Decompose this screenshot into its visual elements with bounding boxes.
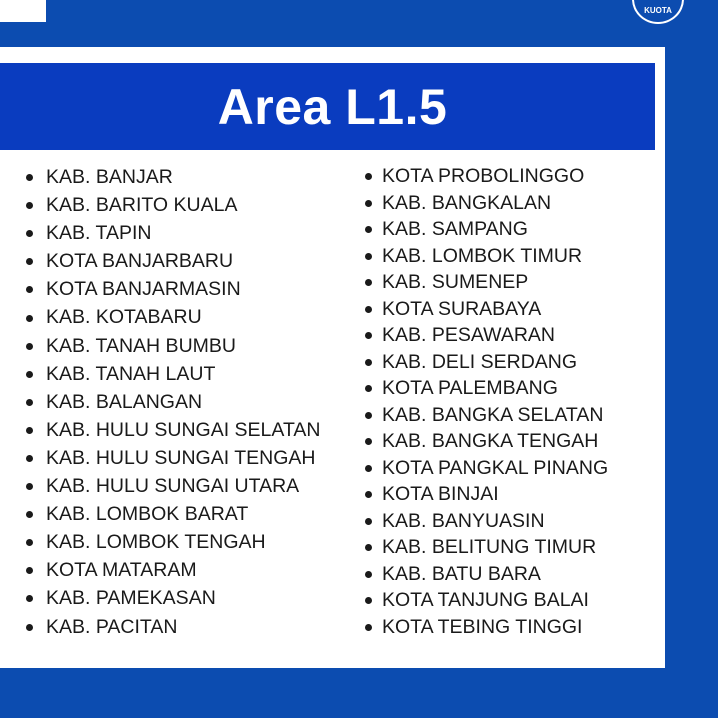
region-item: KOTA SURABAYA (382, 296, 608, 323)
kuota-badge (632, 0, 684, 24)
region-item: KOTA MATARAM (46, 556, 321, 584)
corner-shape (0, 0, 46, 22)
region-item: KAB. LOMBOK TIMUR (382, 243, 608, 270)
region-item: KAB. BATU BARA (382, 561, 608, 588)
region-item: KAB. TAPIN (46, 219, 321, 247)
region-item: KAB. PAMEKASAN (46, 584, 321, 612)
region-item: KOTA PROBOLINGGO (382, 163, 608, 190)
region-item: KAB. BANYUASIN (382, 508, 608, 535)
region-item: KAB. PESAWARAN (382, 322, 608, 349)
region-list-left (46, 163, 321, 641)
region-item: KAB. HULU SUNGAI TENGAH (46, 444, 321, 472)
region-item: KAB. BANGKA TENGAH (382, 428, 608, 455)
region-item: KAB. PACITAN (46, 613, 321, 641)
region-item: KAB. DELI SERDANG (382, 349, 608, 376)
region-item: KAB. LOMBOK BARAT (46, 500, 321, 528)
region-item: KAB. TANAH LAUT (46, 360, 321, 388)
area-panel (0, 47, 665, 668)
region-item: KAB. BANJAR (46, 163, 321, 191)
region-item: KAB. BALANGAN (46, 388, 321, 416)
region-item: KOTA TEBING TINGGI (382, 614, 608, 641)
region-item: KAB. TANAH BUMBU (46, 332, 321, 360)
region-item: KOTA BANJARMASIN (46, 275, 321, 303)
title-bar (0, 63, 655, 150)
page-title: Area L1.5 (217, 78, 448, 135)
region-item: KAB. LOMBOK TENGAH (46, 528, 321, 556)
region-item: KAB. HULU SUNGAI UTARA (46, 472, 321, 500)
region-item: KAB. BANGKA SELATAN (382, 402, 608, 429)
badge-text: KUOTA (644, 6, 672, 15)
region-item: KAB. BELITUNG TIMUR (382, 534, 608, 561)
region-item: KOTA PANGKAL PINANG (382, 455, 608, 482)
region-item: KOTA BANJARBARU (46, 247, 321, 275)
region-item: KAB. HULU SUNGAI SELATAN (46, 416, 321, 444)
region-item: KOTA PALEMBANG (382, 375, 608, 402)
region-item: KAB. BARITO KUALA (46, 191, 321, 219)
region-list-right (382, 163, 608, 640)
region-item: KAB. SAMPANG (382, 216, 608, 243)
region-item: KOTA TANJUNG BALAI (382, 587, 608, 614)
region-item: KAB. SUMENEP (382, 269, 608, 296)
region-item: KAB. KOTABARU (46, 303, 321, 331)
region-item: KAB. BANGKALAN (382, 190, 608, 217)
region-item: KOTA BINJAI (382, 481, 608, 508)
